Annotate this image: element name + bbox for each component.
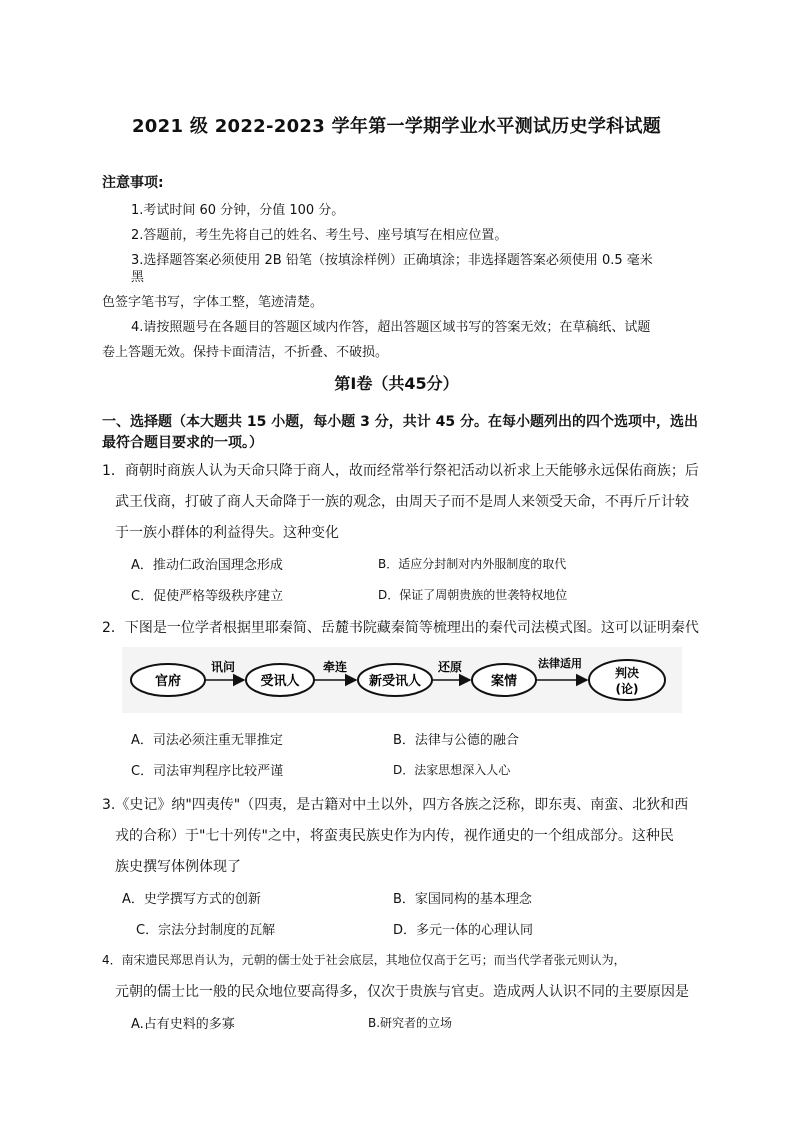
svg-text:(论): (论) — [615, 682, 639, 696]
question-3-option-d: D．多元一体的心理认同 — [393, 923, 534, 938]
question-3-option-b: B．家国同构的基本理念 — [393, 892, 532, 907]
page-title: 2021 级 2022-2023 学年第一学期学业水平测试历史学科试题 — [131, 116, 662, 137]
question-1-stem: 武王伐商，打破了商人天命降于一族的观念，由周天子而不是周人来领受天命，不再斤斤计较 — [115, 494, 689, 510]
question-1-option-c: C．促使严格等级秩序建立 — [131, 589, 284, 604]
note-item: 1.考试时间 60 分钟，分值 100 分。 — [131, 203, 345, 218]
question-4-stem: 4．南宋遗民郑思肖认为，元朝的儒士处于社会底层，其地位仅高于乞丐；而当代学者张元则认为， — [102, 953, 626, 967]
note-item: 3.选择题答案必须使用 2B 铅笔（按填涂样例）正确填涂；非选择题答案必须使用 0.5 毫米 — [131, 253, 653, 268]
question-3-stem: 族史撰写体例体现了 — [115, 859, 241, 875]
question-2-option-b: B．法律与公德的融合 — [393, 733, 519, 748]
note-item: 卷上答题无效。保持卡面清洁，不折叠、不破损。 — [102, 345, 389, 360]
svg-text:新受讯人: 新受讯人 — [368, 674, 422, 689]
svg-text:还原: 还原 — [437, 660, 463, 674]
question-1-stem: 1．商朝时商族人认为天命只降于商人，故而经常举行祭祀活动以祈求上天能够永远保佑商族；后 — [102, 463, 699, 479]
note-item: 2.答题前，考生先将自己的姓名、考生号、座号填写在相应位置。 — [131, 228, 508, 243]
diagram-node-panjue — [589, 660, 665, 700]
judicial-flow-diagram — [122, 647, 682, 713]
note-item: 黑 — [131, 270, 145, 285]
question-2-option-a: A．司法必须注重无罪推定 — [131, 733, 283, 748]
question-4-stem: 元朝的儒士比一般的民众地位要高得多，仅次于贵族与官吏。造成两人认识不同的主要原因是 — [115, 984, 689, 1000]
diagram-node-shouxunren — [246, 664, 314, 696]
note-item: 4.请按照题号在各题目的答题区域内作答，超出答题区域书写的答案无效；在草稿纸、试题 — [131, 320, 651, 335]
section-intro: 一、选择题（本大题共 15 小题，每小题 3 分，共计 45 分。在每小题列出的四个选项中，选出 — [102, 414, 698, 430]
section-title: 第Ⅰ卷（共45分） — [334, 374, 459, 393]
question-2-option-d: D．法家思想深入人心 — [393, 763, 511, 777]
svg-text:讯问: 讯问 — [210, 660, 236, 674]
question-4-option-a: A.占有史料的多寡 — [131, 1017, 235, 1032]
svg-text:官府: 官府 — [154, 674, 182, 689]
question-4-option-b: B.研究者的立场 — [368, 1016, 453, 1030]
question-1-option-b: B．适应分封制对内外服制度的取代 — [378, 557, 567, 571]
question-2-stem: 2．下图是一位学者根据里耶秦简、岳麓书院藏秦简等梳理出的秦代司法模式图。这可以证明秦代 — [102, 620, 699, 636]
question-3-option-c: C．宗法分封制度的瓦解 — [136, 923, 276, 938]
question-3-stem: 3.《史记》纳"四夷传"（四夷，是古籍对中土以外，四方各族之泛称，即东夷、南蛮、北狄和西 — [102, 797, 689, 813]
question-2-option-c: C．司法审判程序比较严谨 — [131, 764, 284, 779]
diagram-node-xinshouxunren — [358, 664, 432, 696]
question-1-stem: 于一族小群体的利益得失。这种变化 — [115, 525, 339, 541]
question-1-option-a: A．推动仁政治国理念形成 — [131, 558, 283, 573]
svg-text:受讯人: 受讯人 — [260, 674, 300, 689]
diagram-node-guanfu — [131, 664, 205, 696]
diagram-node-anqing — [472, 664, 536, 696]
question-3-option-a: A．史学撰写方式的创新 — [122, 892, 261, 907]
question-1-option-d: D．保证了周朝贵族的世袭特权地位 — [378, 588, 568, 602]
svg-text:案情: 案情 — [490, 674, 518, 689]
svg-text:法律适用: 法律适用 — [538, 657, 582, 670]
note-item: 色签字笔书写，字体工整，笔迹清楚。 — [102, 295, 324, 310]
section-intro: 最符合题目要求的一项。） — [102, 435, 263, 451]
notes-heading: 注意事项: — [102, 175, 164, 191]
svg-text:判决: 判决 — [614, 666, 640, 680]
svg-text:牵连: 牵连 — [322, 660, 348, 674]
question-3-stem: 戎的合称）于"七十列传"之中，将蛮夷民族史作为内传，视作通史的一个组成部分。这种民 — [115, 828, 674, 844]
